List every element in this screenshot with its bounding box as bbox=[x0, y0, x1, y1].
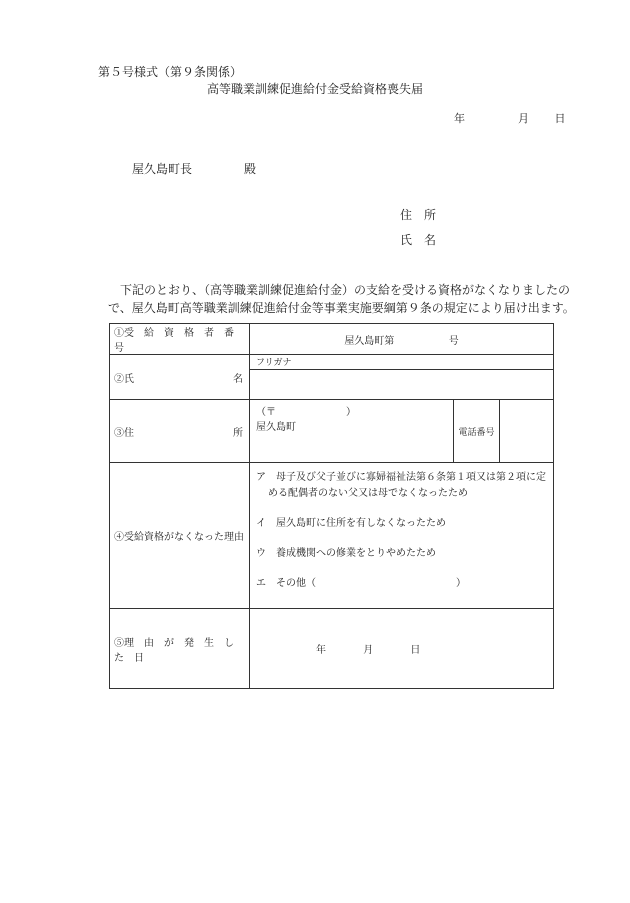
addressee-name: 屋久島町長 bbox=[132, 162, 193, 176]
recipient-number-suffix: 号 bbox=[448, 335, 459, 347]
recipient-number-row bbox=[110, 324, 554, 355]
declaration-text bbox=[108, 281, 575, 317]
phone-field[interactable] bbox=[500, 400, 554, 463]
name-label-left: ②氏 bbox=[114, 373, 134, 385]
applicant-address-label: 住 所 bbox=[400, 208, 437, 222]
addressee bbox=[132, 163, 256, 175]
reason-a-line-1: ア 母子及び父子並びに寡婦福祉法第６条第１項又は第２項に定 bbox=[256, 472, 546, 483]
address-label-right: 所 bbox=[233, 427, 243, 439]
postal-code: （〒 ） bbox=[256, 407, 356, 418]
name-label-right: 名 bbox=[233, 373, 243, 385]
reason-date-row bbox=[110, 609, 554, 689]
recipient-number-field[interactable] bbox=[250, 324, 554, 355]
applicant-name-label: 氏 名 bbox=[400, 233, 437, 247]
address-field[interactable] bbox=[250, 400, 454, 463]
reason-date-day: 日 bbox=[410, 645, 421, 656]
document-title: 高等職業訓練促進給付金受給資格喪失届 bbox=[206, 82, 423, 96]
honorific: 殿 bbox=[244, 162, 257, 176]
reason-a-line-2: める配偶者のない父又は母でなくなったため bbox=[268, 488, 468, 499]
name-furigana-row bbox=[110, 355, 554, 370]
address-label-cell bbox=[110, 400, 250, 463]
furigana-label: フリガナ bbox=[256, 358, 292, 368]
reason-options[interactable] bbox=[250, 463, 554, 609]
reason-b: イ 屋久島町に住所を有しなくなったため bbox=[256, 518, 446, 529]
day-label: 日 bbox=[554, 112, 566, 125]
reason-date-label: ⑤理 由 が 発 生 し た 日 bbox=[110, 609, 250, 689]
address-label-left: ③住 bbox=[114, 427, 134, 439]
month-label: 月 bbox=[518, 112, 529, 125]
reason-d: エ その他（ ） bbox=[256, 578, 466, 589]
reason-date-year: 年 bbox=[316, 645, 326, 656]
submission-date bbox=[454, 113, 566, 124]
name-field[interactable] bbox=[250, 370, 554, 400]
reason-date-month: 月 bbox=[363, 645, 374, 656]
loss-notification-table bbox=[109, 323, 554, 689]
form-number: 第５号様式（第９条関係） bbox=[98, 65, 243, 79]
furigana-field[interactable] bbox=[250, 355, 554, 370]
phone-label: 電話番号 bbox=[454, 400, 500, 463]
reason-date-field[interactable] bbox=[250, 609, 554, 689]
recipient-number-prefix: 屋久島町第 bbox=[344, 335, 395, 347]
declaration-line-2: で、屋久島町高等職業訓練促進給付金等事業実施要綱第９条の規定により届け出ます。 bbox=[108, 301, 575, 315]
reason-label: ④受給資格がなくなった理由 bbox=[110, 463, 250, 609]
address-town: 屋久島町 bbox=[256, 422, 296, 433]
address-row bbox=[110, 400, 554, 463]
reason-c: ウ 養成機関への修業をとりやめたため bbox=[256, 548, 436, 559]
recipient-number-label: ①受 給 資 格 者 番 号 bbox=[110, 324, 250, 355]
name-label-cell bbox=[110, 355, 250, 400]
declaration-line-1: 下記のとおり、（高等職業訓練促進給付金）の支給を受ける資格がなくなりましたの bbox=[120, 283, 571, 297]
reason-row bbox=[110, 463, 554, 609]
year-label: 年 bbox=[454, 112, 465, 125]
